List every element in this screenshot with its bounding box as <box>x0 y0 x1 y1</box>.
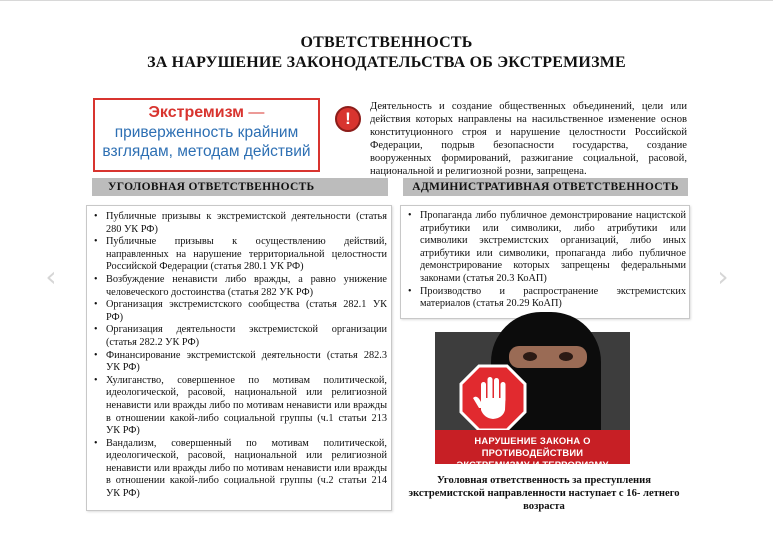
list-item: • Пропаганда либо публичное демонстрирование нацистской атрибутики или символики, либо атрибутики или символики экстремистских организаций, либо иных атрибутики или символики, пропаганда либо публичное демонстрирование которых запрещены федеральными законами (статья 20.3 КоАП) <box>403 210 686 286</box>
list-item: • Публичные призывы к экстремистской деятельности (статья 280 УК РФ) <box>89 211 387 236</box>
prev-page-chevron-icon[interactable]: ‹ <box>45 260 57 293</box>
administrative-liability-heading: АДМИНИСТРАТИВНАЯ ОТВЕТСТВЕННОСТЬ <box>403 178 688 196</box>
list-item: • Возбуждение ненависти либо вражды, а равно унижение человеческого достоинства (статья 282 УК РФ) <box>89 274 387 299</box>
age-caption: Уголовная ответственность за преступления экстремистской направленности наступает с 16- летнего возраста <box>408 475 680 512</box>
definition-dash: — <box>243 104 265 121</box>
anti-extremism-poster-image <box>435 332 630 470</box>
page-title-line1: ОТВЕТСТВЕННОСТЬ <box>300 34 473 51</box>
list-item: • Производство и распространение экстремистских материалов (статья 20.29 КоАП) <box>403 286 686 311</box>
eye-right <box>559 352 573 361</box>
top-divider <box>0 0 773 1</box>
list-item: • Вандализм, совершенный по мотивам политической, идеологической, расовой, национальной или религиозной ненависти или вражды либо по мотивам ненависти или вражды в отношении какой-либо социальной группы (ч.2 статьи 214 УК РФ) <box>89 438 387 501</box>
definition-heading <box>95 103 318 123</box>
eye-left <box>523 352 537 361</box>
exclamation-icon: ! <box>335 106 361 132</box>
list-item: • Организация экстремистского сообщества (статья 282.1 УК РФ) <box>89 299 387 324</box>
definition-text: приверженность крайним взглядам, методам действий <box>102 124 311 160</box>
definition-box <box>93 98 320 172</box>
list-item: • Организация деятельности экстремистской организации (статья 282.2 УК РФ) <box>89 324 387 349</box>
list-item: • Хулиганство, совершенное по мотивам политической, идеологической, расовой, национальной или религиозной ненависти или вражды либо по мотивам ненависти или вражды в отношении какой-либо социальной группы (ч.1 статьи 213 УК РФ) <box>89 375 387 438</box>
definition-term: Экстремизм <box>148 104 244 121</box>
poster-banner-line1: НАРУШЕНИЕ ЗАКОНА О ПРОТИВОДЕЙСТВИИ <box>474 435 591 458</box>
administrative-liability-list <box>403 210 686 311</box>
poster-banner-line2: ЭКСТРЕМИЗМУ И ТЕРРОРИЗМУ <box>456 459 609 470</box>
stop-hand-icon <box>459 364 527 432</box>
criminal-liability-list <box>89 211 387 501</box>
page-title-line2: ЗА НАРУШЕНИЕ ЗАКОНОДАТЕЛЬСТВА ОБ ЭКСТРЕМИЗМЕ <box>147 54 626 71</box>
next-page-chevron-icon[interactable]: › <box>717 260 729 293</box>
criminal-liability-heading: УГОЛОВНАЯ ОТВЕТСТВЕННОСТЬ <box>92 178 388 196</box>
list-item: • Публичные призывы к осуществлению действий, направленных на нарушение территориальной целостности Российской Федерации (статья 280.1 УК РФ) <box>89 236 387 274</box>
poster-banner <box>435 430 630 470</box>
list-item: • Финансирование экстремистской деятельности (статья 282.3 УК РФ) <box>89 350 387 375</box>
intro-paragraph: Деятельность и создание общественных объединений, цели или действия которых направлены на насильственное изменение основ конституционного строя и нарушение целостности Российской Федерации, подрыв безопасности государства, создание вооруженных формирований, разжигание социальной, расовой, национальной и религиозной розни, запрещена. <box>370 101 687 177</box>
